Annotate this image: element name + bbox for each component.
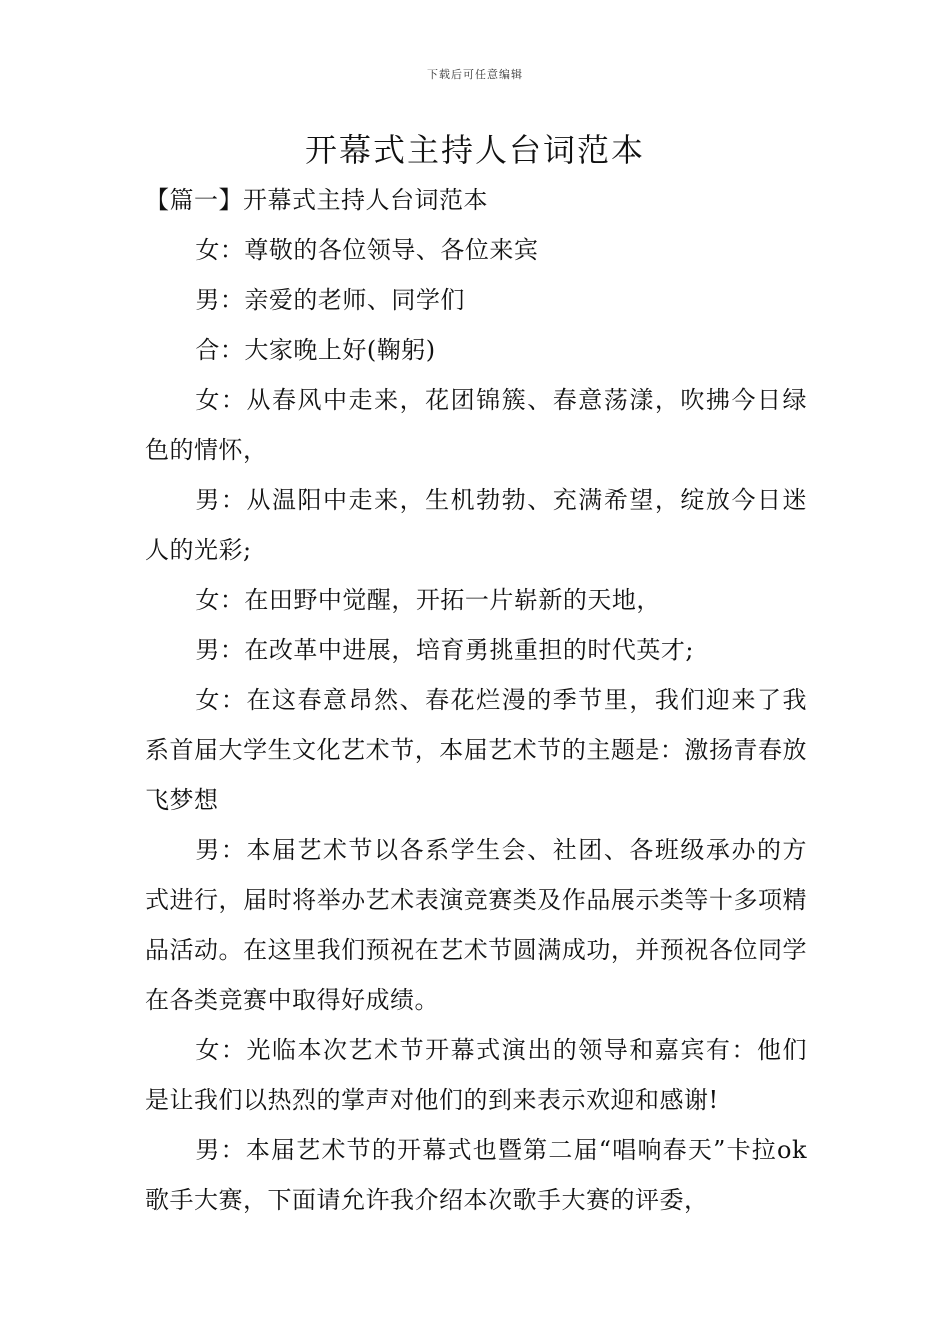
paragraph: 女：光临本次艺术节开幕式演出的领导和嘉宾有：他们是让我们以热烈的掌声对他们的到来表示欢迎和感谢! <box>145 1036 807 1114</box>
paragraph: 女：在田野中觉醒，开拓一片崭新的天地， <box>195 586 661 614</box>
document-title: 开幕式主持人台词范本 <box>304 131 645 169</box>
paragraph: 女：尊敬的各位领导、各位来宾 <box>195 236 539 264</box>
header-note: 下载后可任意编辑 <box>427 68 523 81</box>
paragraph: 男：本届艺术节以各系学生会、社团、各班级承办的方式进行，届时将举办艺术表演竞赛类及作品展示类等十多项精品活动。在这里我们预祝在艺术节圆满成功，并预祝各位同学在各类竞赛中取得好成绩。 <box>145 836 807 1014</box>
paragraph: 合：大家晚上好(鞠躬) <box>195 336 436 364</box>
paragraph: 男：亲爱的老师、同学们 <box>195 286 465 314</box>
document-body <box>145 175 807 1225</box>
paragraph: 女：从春风中走来，花团锦簇、春意荡漾，吹拂今日绿色的情怀， <box>145 386 807 464</box>
paragraph: 男：本届艺术节的开幕式也暨第二届“唱响春天”卡拉ok歌手大赛，下面请允许我介绍本次歌手大赛的评委， <box>145 1136 807 1214</box>
paragraph: 女：在这春意昂然、春花烂漫的季节里，我们迎来了我系首届大学生文化艺术节，本届艺术节的主题是：激扬青春放飞梦想 <box>145 686 807 814</box>
paragraph: 男：从温阳中走来，生机勃勃、充满希望，绽放今日迷人的光彩; <box>145 486 807 564</box>
section-heading: 【篇一】开幕式主持人台词范本 <box>145 186 488 214</box>
paragraph: 男：在改革中进展，培育勇挑重担的时代英才; <box>195 636 694 664</box>
